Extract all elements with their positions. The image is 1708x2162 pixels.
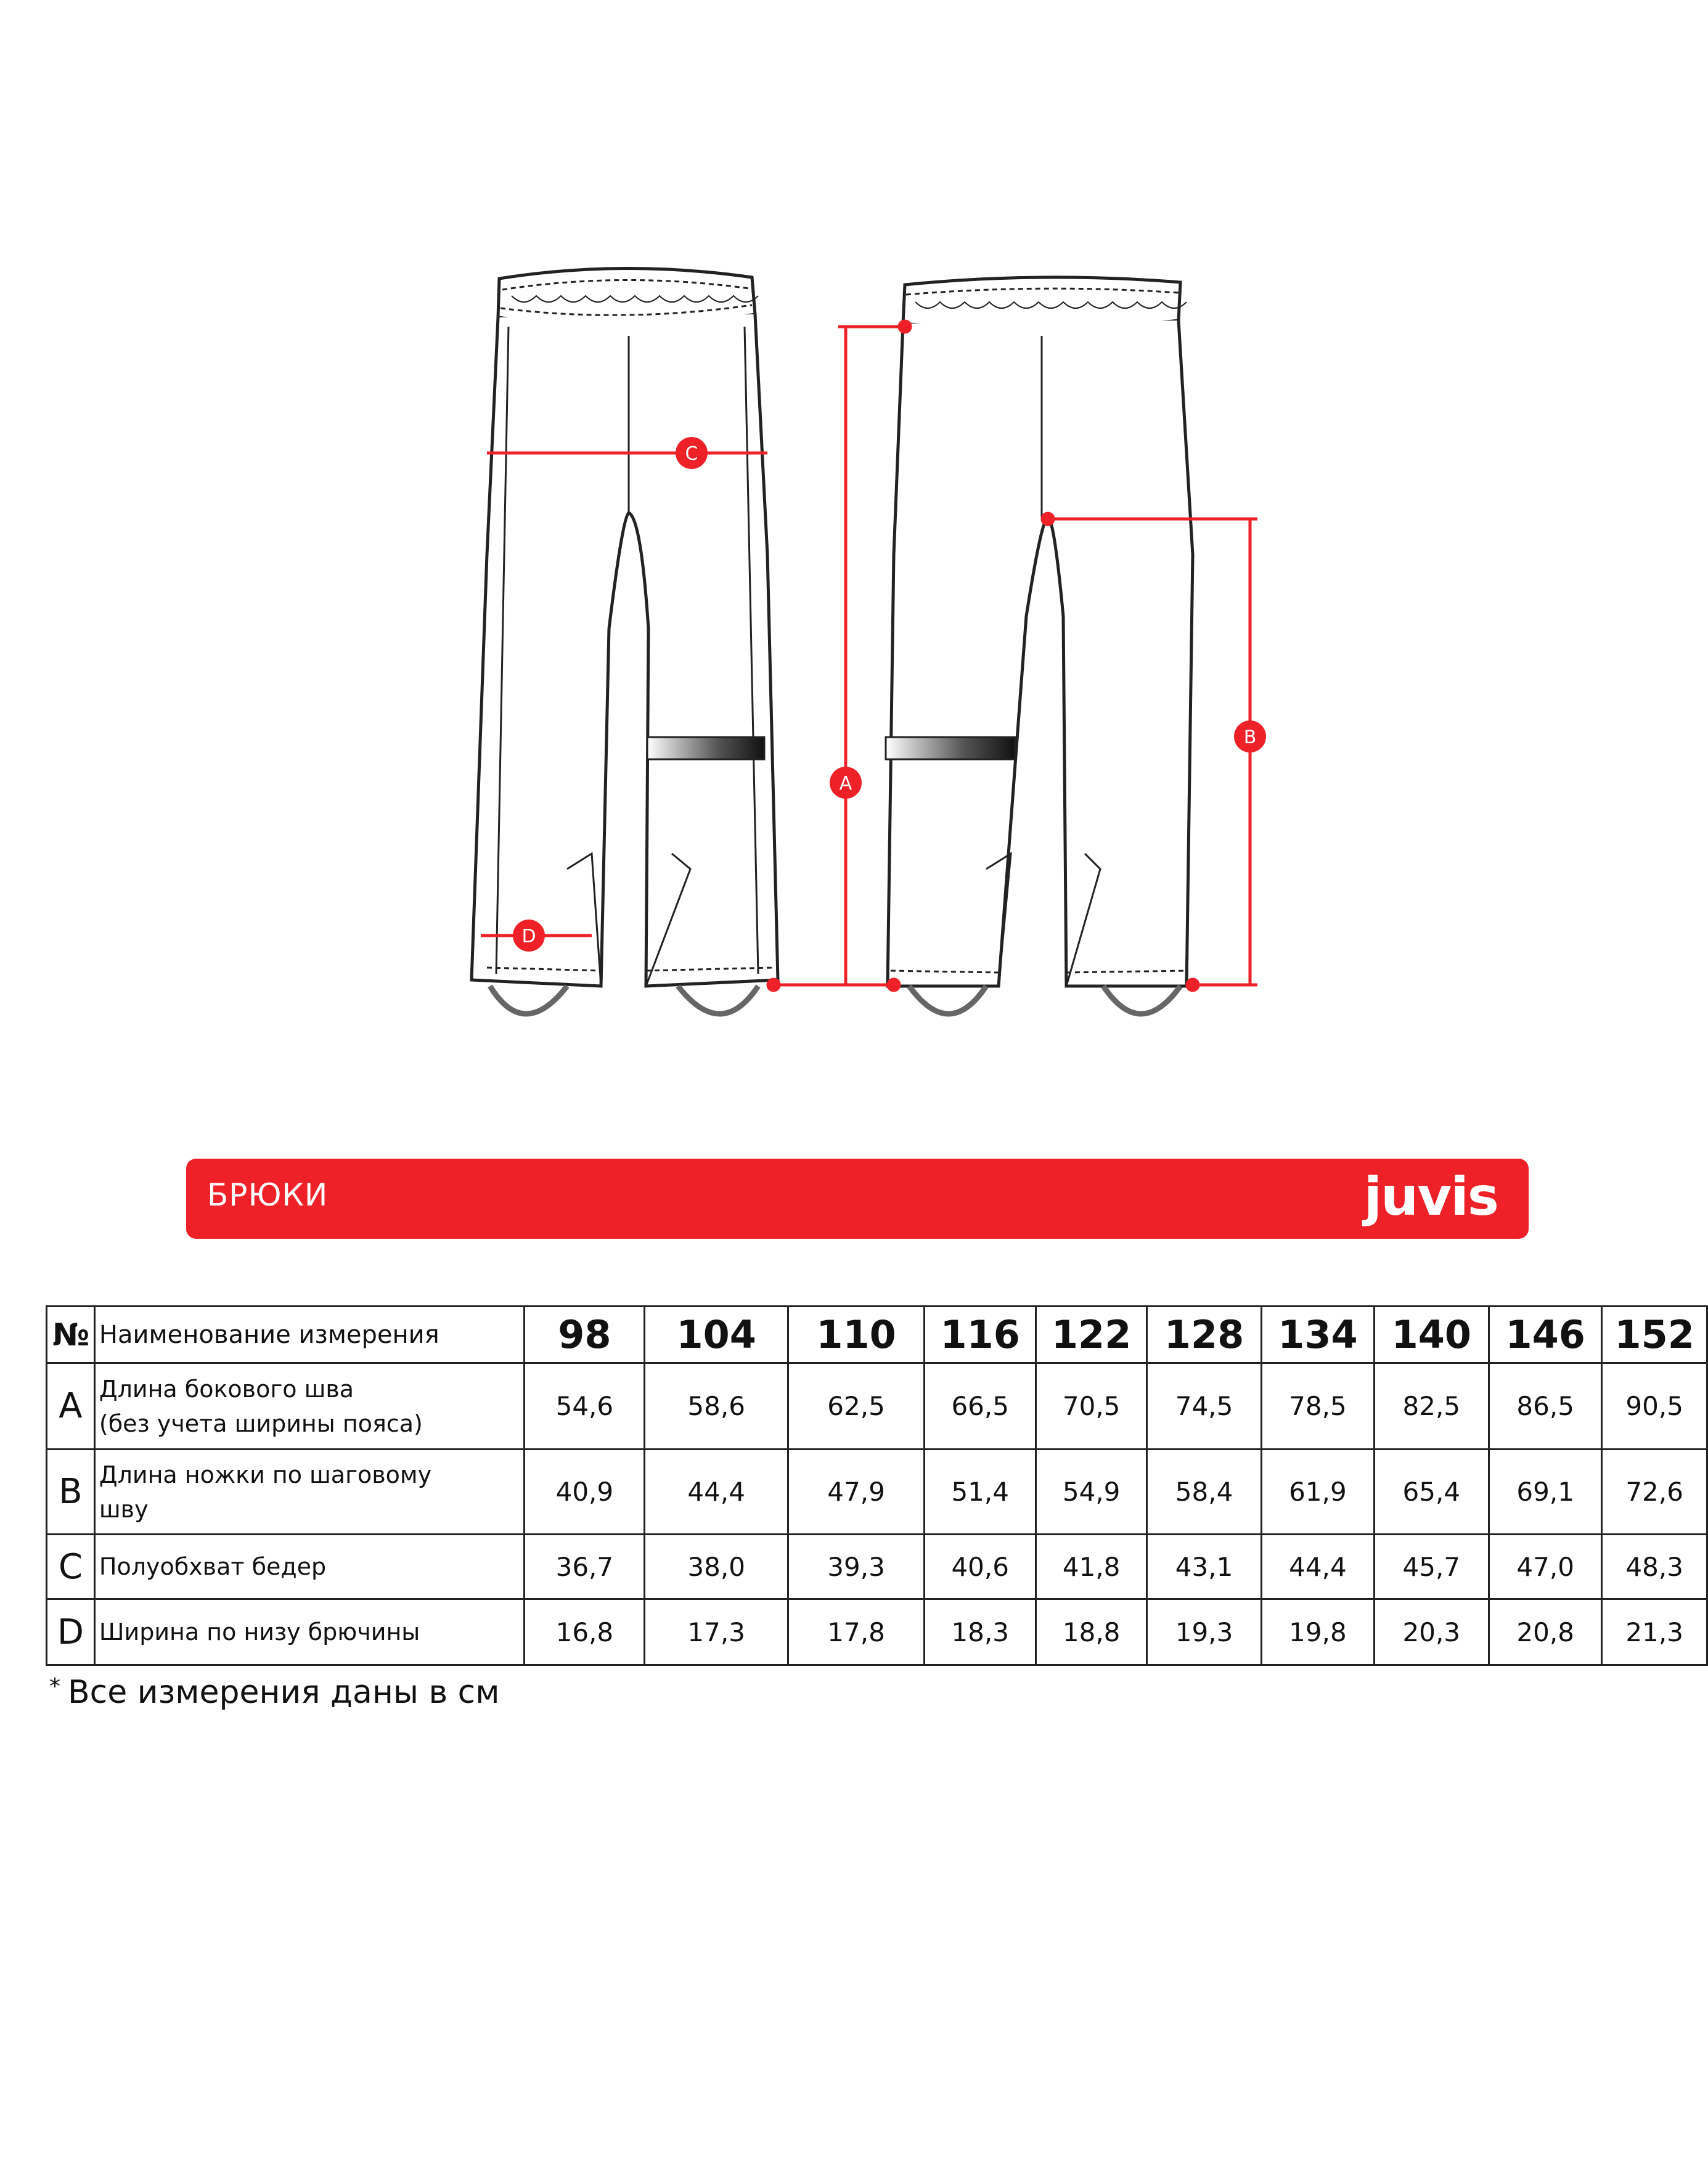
table-cell: 41,8 [1036,1535,1146,1599]
size-header: 146 [1489,1307,1601,1363]
table-cell: 18,3 [925,1599,1036,1665]
footnote-star: * [49,1674,60,1699]
size-header: 116 [925,1307,1036,1363]
table-cell: 48,3 [1602,1535,1707,1599]
size-header: 134 [1262,1307,1374,1363]
table-cell: 47,0 [1489,1535,1601,1599]
table-cell: 43,1 [1146,1535,1261,1599]
marker-b-label: B [1243,727,1257,748]
pants-front-icon [472,268,778,1014]
table-cell: 90,5 [1602,1363,1707,1450]
table-cell: 20,3 [1374,1599,1489,1665]
table-row [47,1535,1707,1599]
row-name: Ширина по низу брючины [94,1599,525,1665]
table-cell: 44,4 [1262,1535,1374,1599]
table-cell: 54,6 [525,1363,645,1450]
table-cell: 61,9 [1262,1450,1374,1535]
table-cell: 40,9 [525,1450,645,1535]
brand-logo: juvis [1363,1166,1498,1228]
row-code: B [47,1450,95,1535]
row-name [94,1450,525,1535]
row-name-line: шву [99,1495,149,1523]
table-row [47,1363,1707,1450]
title-banner [186,1159,1529,1239]
table-cell: 20,8 [1489,1599,1601,1665]
table-row [47,1450,1707,1535]
size-header: 110 [788,1307,925,1363]
table-cell: 72,6 [1602,1450,1707,1535]
size-header: 104 [645,1307,788,1363]
row-name: Полуобхват бедер [94,1535,525,1599]
header-name: Наименование измерения [94,1307,525,1363]
table-cell: 21,3 [1602,1599,1707,1665]
table-cell: 82,5 [1374,1363,1489,1450]
table-cell: 47,9 [788,1450,925,1535]
table-cell: 18,8 [1036,1599,1146,1665]
table-cell: 45,7 [1374,1535,1489,1599]
table-cell: 17,8 [788,1599,925,1665]
marker-d-label: D [521,926,536,947]
row-code: C [47,1535,95,1599]
table-cell: 16,8 [525,1599,645,1665]
table-cell: 36,7 [525,1535,645,1599]
row-name-line: (без учета ширины пояса) [99,1409,423,1437]
size-header: 122 [1036,1307,1146,1363]
table-header-row [47,1307,1707,1363]
pants-back-icon [886,277,1193,1014]
table-cell: 19,3 [1146,1599,1261,1665]
table-row [47,1599,1707,1665]
size-header: 98 [525,1307,645,1363]
table-cell: 17,3 [645,1599,788,1665]
table-cell: 58,6 [645,1363,788,1450]
size-table [46,1305,1708,1666]
row-name-line: Длина ножки по шаговому [99,1461,432,1488]
banner-title: БРЮКИ [207,1177,329,1213]
table-cell: 66,5 [925,1363,1036,1450]
size-header: 140 [1374,1307,1489,1363]
table-cell: 69,1 [1489,1450,1601,1535]
row-name-line: Длина бокового шва [99,1375,354,1403]
marker-c-label: C [685,443,698,465]
row-code: D [47,1599,95,1665]
table-cell: 86,5 [1489,1363,1601,1450]
header-no: № [47,1307,95,1363]
table-cell: 38,0 [645,1535,788,1599]
table-cell: 70,5 [1036,1363,1146,1450]
size-header: 128 [1146,1307,1261,1363]
row-name [94,1363,525,1450]
size-header: 152 [1602,1307,1707,1363]
table-cell: 39,3 [788,1535,925,1599]
table-cell: 62,5 [788,1363,925,1450]
marker-a-label: A [839,773,852,794]
table-cell: 40,6 [925,1535,1036,1599]
table-cell: 78,5 [1262,1363,1374,1450]
table-cell: 44,4 [645,1450,788,1535]
table-cell: 58,4 [1146,1450,1261,1535]
table-cell: 54,9 [1036,1450,1146,1535]
footnote-text: Все измерения даны в см [68,1674,500,1711]
table-cell: 65,4 [1374,1450,1489,1535]
row-code: A [47,1363,95,1450]
table-cell: 51,4 [925,1450,1036,1535]
footnote [49,1674,499,1711]
table-cell: 74,5 [1146,1363,1261,1450]
table-cell: 19,8 [1262,1599,1374,1665]
